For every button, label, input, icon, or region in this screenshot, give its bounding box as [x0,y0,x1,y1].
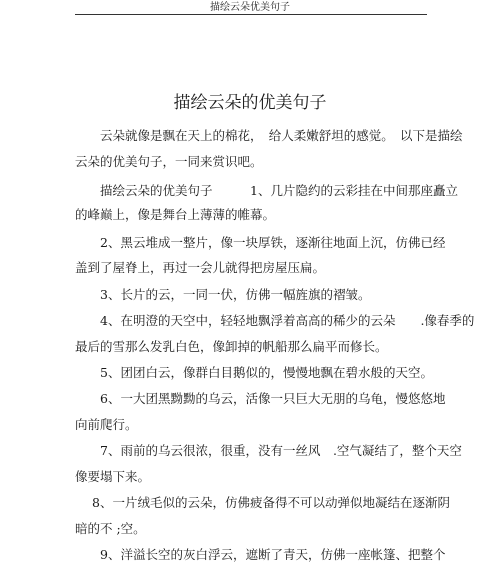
paragraph-line: 7、雨前的乌云很浓，很重，没有一丝风 .空气凝结了，整个天空 [100,443,462,458]
paragraph-line: 8、一片绒毛似的云朵，仿佛疲备得不可以动弹似地凝结在逐渐阴 [92,495,450,510]
paragraph-line: 暗的不 ;空。 [75,521,146,536]
paragraph-line: 描绘云朵的优美句子 1、几片隐约的云彩挂在中间那座矗立 [100,183,458,198]
paragraph-line: 最后的雪那么发乳白色，像卸掉的帆船那么扁平而修长。 [75,339,388,354]
paragraph-line: 2、黑云堆成一整片，像一块厚铁，逐渐往地面上沉，仿佛已经 [100,235,446,250]
header-divider [75,14,427,15]
paragraph-line: 向前爬行。 [75,417,138,432]
paragraph-line: 云朵就像是飘在天上的棉花， 给人柔嫩舒坦的感觉。 以下是描绘 [100,128,463,143]
paragraph-line: 4、在明澄的天空中，轻轻地飘浮着高高的稀少的云朵 .像春季的 [100,313,475,328]
paragraph-line: 5、团团白云，像群白目鹅似的，慢慢地飘在碧水般的天空。 [100,365,433,380]
paragraph-line: 9、洋溢长空的灰白浮云，遮断了青天，仿佛一座帐篷、把整个 [100,547,446,562]
paragraph-line: 3、长片的云，一同一伏，仿佛一幅旌旗的褶皱。 [100,287,371,302]
paragraph-line: 云朵的优美句子，一同来赏识吧。 [75,154,263,169]
paragraph-line: 盖到了屋脊上，再过一会儿就得把房屋压扁。 [75,260,326,275]
document-title: 描绘云朵的优美句子 [173,93,327,114]
paragraph-line: 6、一大团黑黝黝的乌云，活像一只巨大无朋的乌龟，慢悠悠地 [100,391,446,406]
paragraph-line: 的峰巅上，像是舞台上薄薄的帷幕。 [75,207,276,222]
paragraph-line: 像要塌下来。 [75,469,151,484]
running-header: 描绘云朵优美句子 [210,2,290,13]
